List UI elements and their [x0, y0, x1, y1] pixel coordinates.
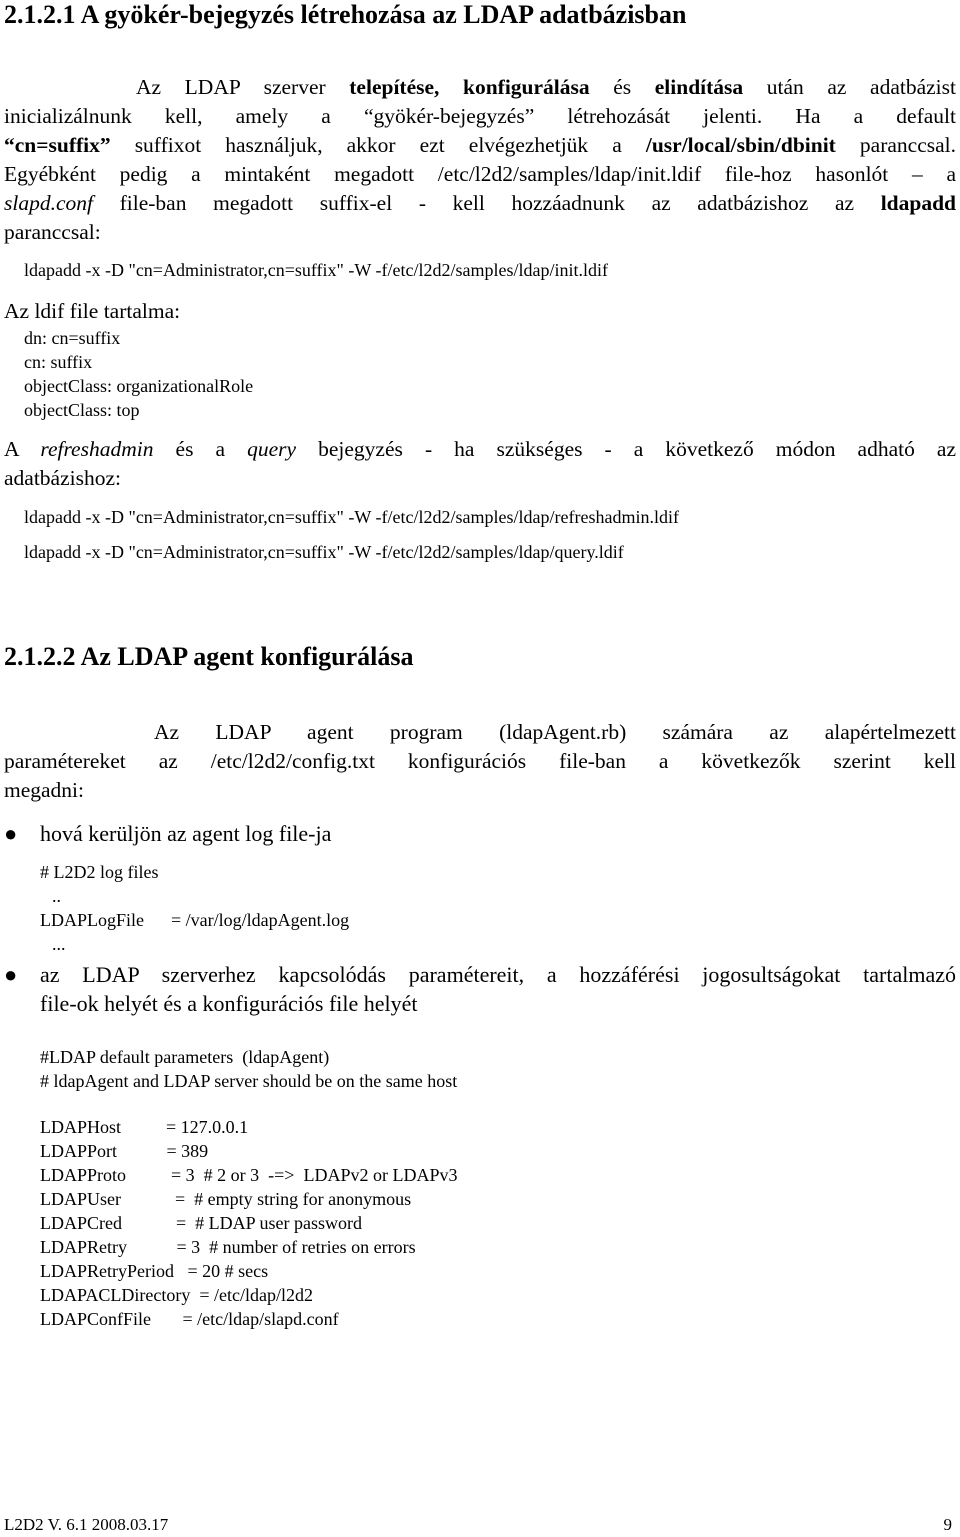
page-number: 9	[943, 1515, 952, 1534]
agent-config-paragraph	[4, 718, 956, 805]
bullet-ldap-params-line-1: az LDAP szerverhez kapcsolódás paramétereit, a hozzáférési jogosultságokat tartalmazó	[40, 962, 956, 987]
intro-line-6: paranccsal:	[4, 220, 101, 244]
ldif-line: cn: suffix	[24, 352, 93, 372]
bullet-ldap-params-line-2: file-ok helyét és a konfigurációs file helyét	[40, 991, 418, 1016]
ldif-line: objectClass: organizationalRole	[24, 376, 254, 396]
bullet-icon: ●	[4, 962, 18, 987]
section-heading-root-entry: 2.1.2.1 A gyökér-bejegyzés létrehozása az LDAP adatbázisban	[4, 0, 687, 29]
ldif-line: dn: cn=suffix	[24, 328, 121, 348]
param-line: LDAPPort = 389	[40, 1141, 209, 1161]
param-line: LDAPACLDirectory = /etc/ldap/l2d2	[40, 1285, 313, 1305]
code-log-line: LDAPLogFile = /var/log/ldapAgent.log	[40, 910, 350, 930]
agent-config-line-1: Az LDAP agent program (ldapAgent.rb) számára az alapértelmezett	[154, 720, 956, 744]
intro-line-1: Az LDAP szerver telepítése, konfigurálása és elindítása után az adatbázist	[136, 75, 956, 99]
param-line: LDAPRetryPeriod = 20 # secs	[40, 1261, 269, 1281]
param-line: LDAPRetry = 3 # number of retries on errors	[40, 1237, 416, 1257]
code-log-line: ...	[52, 934, 66, 954]
code-ldap-comment: # ldapAgent and LDAP server should be on the same host	[40, 1071, 458, 1091]
ldif-label: Az ldif file tartalma:	[4, 299, 181, 323]
intro-line-3: “cn=suffix” suffixot használjuk, akkor ezt elvégezhetjük a /usr/local/sbin/dbinit paranccsal.	[4, 133, 957, 157]
bullet-ldap-params	[40, 960, 956, 1018]
code-log-line: ..	[52, 886, 61, 906]
refresh-query-paragraph	[4, 435, 956, 493]
section-heading-agent-config: 2.1.2.2 Az LDAP agent konfigurálása	[4, 642, 414, 671]
ldif-line: objectClass: top	[24, 400, 140, 420]
bullet-log-file: hová kerüljön az agent log file-ja	[40, 821, 332, 846]
footer-version-date: L2D2 V. 6.1 2008.03.17	[4, 1515, 169, 1534]
intro-line-5: slapd.conf file-ban megadott suffix-el - kell hozzáadnunk az adatbázishoz az ldapadd	[4, 191, 956, 215]
param-line: LDAPUser = # empty string for anonymous	[40, 1189, 412, 1209]
param-line: LDAPHost = 127.0.0.1	[40, 1117, 249, 1137]
command-refreshadmin: ldapadd -x -D "cn=Administrator,cn=suffix" -W -f/etc/l2d2/samples/ldap/refreshadmin.ldif	[24, 507, 679, 527]
code-ldap-comment: #LDAP default parameters (ldapAgent)	[40, 1047, 330, 1067]
intro-line-2: inicializálnunk kell, amely a “gyökér-bejegyzés” létrehozását jelenti. Ha a default	[4, 104, 956, 128]
bullet-icon: ●	[4, 821, 18, 846]
refresh-query-line-1: A refreshadmin és a query bejegyzés - ha szükséges - a következő módon adható az	[4, 437, 956, 461]
intro-line-4: Egyébként pedig a mintaként megadott /etc/l2d2/samples/ldap/init.ldif file-hoz hasonlót – a	[4, 162, 956, 186]
command-query: ldapadd -x -D "cn=Administrator,cn=suffix" -W -f/etc/l2d2/samples/ldap/query.ldif	[24, 542, 624, 562]
param-line: LDAPCred = # LDAP user password	[40, 1213, 362, 1233]
intro-paragraph	[4, 73, 956, 247]
refresh-query-line-2: adatbázishoz:	[4, 466, 122, 490]
code-log-line: # L2D2 log files	[40, 862, 159, 882]
param-line: LDAPConfFile = /etc/ldap/slapd.conf	[40, 1309, 339, 1329]
param-line: LDAPProto = 3 # 2 or 3 -=> LDAPv2 or LDAPv3	[40, 1165, 458, 1185]
command-init: ldapadd -x -D "cn=Administrator,cn=suffix" -W -f/etc/l2d2/samples/ldap/init.ldif	[24, 260, 608, 280]
agent-config-line-2: paramétereket az /etc/l2d2/config.txt konfigurációs file-ban a következők szerint kell	[4, 749, 956, 773]
agent-config-line-3: megadni:	[4, 778, 85, 802]
